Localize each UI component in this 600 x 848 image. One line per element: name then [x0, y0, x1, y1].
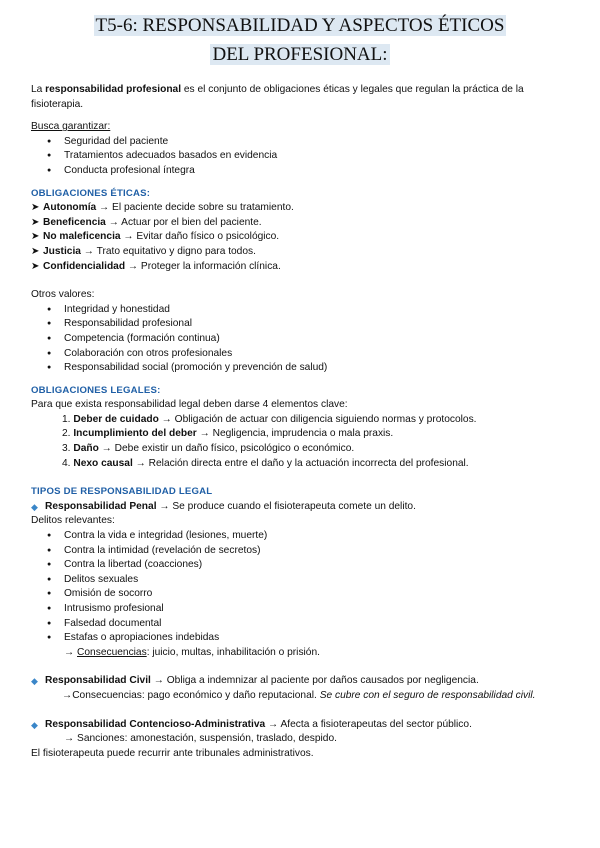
- civil-item: ◆ Responsabilidad Civil → Obliga a indemnizar al paciente por daños causados por negligencia.: [31, 674, 576, 689]
- list-item: ● Contra la libertad (coacciones): [31, 558, 576, 573]
- list-item: ● Colaboración con otros profesionales: [31, 347, 576, 362]
- list-item: ➤ Justicia → Trato equitativo y digno para todos.: [31, 245, 256, 257]
- contencioso-item: ◆ Responsabilidad Contencioso-Administrativa → Afecta a fisioterapeutas del sector público.: [31, 718, 576, 733]
- list-item: ● Seguridad del paciente: [31, 135, 576, 150]
- legales-heading: OBLIGACIONES LEGALES:: [31, 384, 161, 396]
- penal-item: ◆ Responsabilidad Penal → Se produce cuando el fisioterapeuta comete un delito.: [31, 500, 576, 515]
- list-item: ➤ Autonomía → El paciente decide sobre su tratamiento.: [31, 202, 294, 214]
- otros-list: [31, 303, 576, 376]
- list-item: ➤ No maleficencia → Evitar daño físico o psicológico.: [31, 231, 280, 243]
- delitos-label: Delitos relevantes:: [31, 515, 115, 527]
- list-item: ● Delitos sexuales: [31, 573, 576, 588]
- list-item: ● Contra la vida e integridad (lesiones, muerte): [31, 529, 576, 544]
- busca-label: Busca garantizar:: [31, 121, 111, 133]
- diamond-bullet-icon: ◆: [31, 501, 38, 512]
- list-item: ● Responsabilidad profesional: [31, 317, 576, 332]
- busca-list: [31, 135, 576, 179]
- legales-list: [31, 413, 576, 471]
- list-item: ● Integridad y honestidad: [31, 303, 576, 318]
- list-item: ● Conducta profesional íntegra: [31, 164, 576, 179]
- legales-intro: Para que exista responsabilidad legal deben darse 4 elementos clave:: [31, 399, 348, 411]
- diamond-bullet-icon: ◆: [31, 676, 38, 687]
- list-item: ● Omisión de socorro: [31, 587, 576, 602]
- list-item: ● Contra la intimidad (revelación de secretos): [31, 544, 576, 559]
- list-item: ● Competencia (formación continua): [31, 332, 576, 347]
- document-body: [31, 83, 576, 761]
- otros-label: Otros valores:: [31, 289, 95, 301]
- penal-consecuencias: → Consecuencias: juicio, multas, inhabilitación o prisión.: [64, 646, 320, 658]
- list-item: 4. Nexo causal → Relación directa entre el daño y la actuación incorrecta del profesional.: [62, 457, 469, 469]
- list-item: 2. Incumplimiento del deber → Negligencia, imprudencia o mala praxis.: [62, 428, 394, 440]
- contencioso-sanciones: → Sanciones: amonestación, suspensión, traslado, despido.: [64, 733, 337, 745]
- list-item: 3. Daño → Debe existir un daño físico, psicológico o económico.: [62, 443, 355, 455]
- list-item: ● Intrusismo profesional: [31, 602, 576, 617]
- list-item: ➤ Beneficencia → Actuar por el bien del paciente.: [31, 216, 262, 228]
- list-item: ● Estafas o apropiaciones indebidas: [31, 631, 576, 646]
- list-item: ● Falsedad documental: [31, 617, 576, 632]
- civil-consecuencias: →Consecuencias: pago económico y daño reputacional. Se cubre con el seguro de responsabilidad civil.: [62, 689, 536, 701]
- list-item: ● Tratamientos adecuados basados en evidencia: [31, 149, 576, 164]
- tipos-heading: TIPOS DE RESPONSABILIDAD LEGAL: [31, 486, 213, 498]
- list-item: 1. Deber de cuidado → Obligación de actuar con diligencia siguiendo normas y protocolos.: [62, 413, 477, 425]
- title-line-2: DEL PROFESIONAL:: [212, 44, 388, 65]
- delitos-list: [31, 529, 576, 646]
- list-item: ● Responsabilidad social (promoción y prevención de salud): [31, 361, 576, 376]
- final-note: El fisioterapeuta puede recurrir ante tribunales administrativos.: [31, 747, 314, 759]
- diamond-bullet-icon: ◆: [31, 719, 38, 730]
- title-line-1: T5-6: RESPONSABILIDAD Y ASPECTOS ÉTICOS: [95, 15, 505, 36]
- intro-paragraph: La responsabilidad profesional es el conjunto de obligaciones éticas y legales que regulan la práctica de la fisioterapia.: [31, 84, 524, 110]
- list-item: ➤ Confidencialidad → Proteger la información clínica.: [31, 260, 281, 272]
- eticas-heading: OBLIGACIONES ÉTICAS:: [31, 187, 151, 199]
